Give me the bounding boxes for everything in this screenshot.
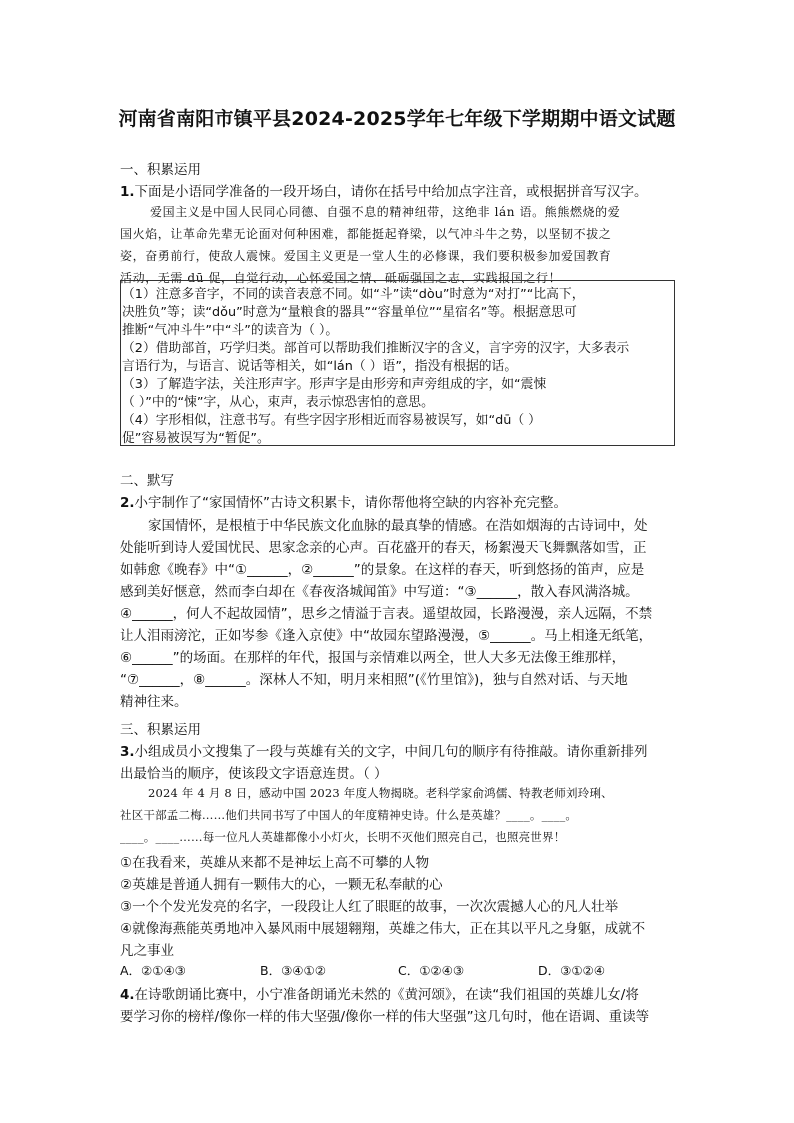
question-text: 在诗歌朗诵比赛中，小宁准备朗诵光未然的《黄河颂》，在读“我们祖国的英雄儿女/将 bbox=[134, 987, 639, 1003]
passage-line: 活动，无需 dū 促，自觉行动，心怀爱国之情、砥砺强国之志、实践报国之行！ bbox=[120, 271, 562, 285]
body-line: ④______，何人不起故园情”，思乡之情溢于言表。遥望故园，长路漫漫，亲人远隔，不禁 bbox=[120, 606, 653, 622]
option-line: ②英雄是普通人拥有一颗伟大的心，一颗无私奉献的心 bbox=[120, 877, 443, 893]
passage-line: 姿，奋勇前行，使敌人震悚。爱国主义更是一堂人生的必修课，我们要积极参加爱国教育 bbox=[120, 249, 612, 263]
question-3-stem-cont: 出最恰当的顺序，使该段文字语意连贯。（ ） bbox=[120, 766, 388, 782]
question-text: 下面是小语同学准备的一段开场白，请你在括号中给加点字注音，或根据拼音写汉字。 bbox=[134, 184, 648, 200]
section-heading-3: 三、积累运用 bbox=[120, 722, 201, 738]
question-3-stem bbox=[120, 740, 648, 760]
question-1-stem bbox=[120, 180, 648, 200]
hint-line: 决胜负”等；读“dǒu”时意为“量粮食的器具”“容量单位”“星宿名”等。根据意思可 bbox=[122, 305, 577, 320]
option-line: ③一个个发光发亮的名字，一段段让人红了眼眶的故事，一次次震撼人心的凡人壮举 bbox=[120, 899, 619, 915]
body-line: 如韩愈《晚春》中“①______，②______”的景象。在这样的春天，听到悠扬的笛声，应是 bbox=[120, 562, 645, 578]
body-line: 让人泪雨滂沱，正如岑参《逢入京使》中“故园东望路漫漫，⑤______。马上相逢无纸笔， bbox=[120, 628, 653, 644]
question-number: 4. bbox=[120, 987, 135, 1003]
hint-line: （1）注意多音字，不同的读音表意不同。如“斗”读“dòu”时意为“对打”“比高下， bbox=[122, 287, 585, 302]
option-line: ①在我看来，英雄从来都不是神坛上高不可攀的人物 bbox=[120, 855, 430, 871]
section-heading-2: 二、默写 bbox=[120, 473, 174, 489]
hint-line: 推断“气冲斗牛”中“斗”的读音为（ ）。 bbox=[122, 323, 339, 338]
question-text: 小宇制作了“家国情怀”古诗文积累卡，请你帮他将空缺的内容补充完整。 bbox=[134, 495, 568, 511]
question-number: 2. bbox=[120, 495, 135, 511]
section-heading-1: 一、积累运用 bbox=[120, 162, 201, 178]
question-number: 3. bbox=[120, 744, 135, 760]
option-line: 凡之事业 bbox=[120, 943, 174, 959]
body-line: 处能听到诗人爱国忧民、思家念亲的心声。百花盛开的春天，杨絮漫天飞舞飘落如雪，正 bbox=[120, 540, 647, 556]
choice-c: C．①②④③ bbox=[398, 963, 465, 978]
question-2-stem bbox=[120, 491, 567, 511]
hint-line: （3）了解造字法，关注形声字。形声字是由形旁和声旁组成的字，如“震悚 bbox=[122, 377, 547, 392]
hint-line: 促”容易被误写为“暂促”。 bbox=[122, 431, 270, 446]
question-4-stem-cont: 要学习你的榜样/像你一样的伟大坚强/像你一样的伟大坚强”这几句时，他在语调、重读等 bbox=[120, 1009, 650, 1025]
passage-line: 爱国主义是中国人民同心同德、自强不息的精神纽带，这绝非 lán 语。熊熊燃烧的爱 bbox=[150, 205, 621, 219]
passage-line: 2024 年 4 月 8 日，感动中国 2023 年度人物揭晓。老科学家俞鸿儒、特教老师刘玲琍、 bbox=[148, 786, 613, 800]
hint-line: （ ）”中的“悚”字，从心，束声，表示惊恐害怕的意思。 bbox=[122, 395, 434, 410]
question-number: 1. bbox=[120, 184, 135, 200]
body-line: ⑥______”的场面。在那样的年代，报国与亲情难以两全，世人大多无法像王维那样， bbox=[120, 650, 626, 666]
passage-line: 国火焰，让革命先辈无论面对何种困难，都能挺起脊梁，以气冲斗牛之势，以坚韧不拔之 bbox=[120, 227, 612, 241]
choice-a: A．②①④③ bbox=[120, 963, 186, 978]
hint-line: （2）借助部首，巧学归类。部首可以帮助我们推断汉字的含义，言字旁的汉字，大多表示 bbox=[122, 341, 630, 356]
option-line: ④就像海燕能英勇地冲入暴风雨中展翅翱翔，英雄之伟大，正在其以平凡之身躯，成就不 bbox=[120, 921, 646, 937]
question-text: 小组成员小文搜集了一段与英雄有关的文字，中间几句的顺序有待推敲。请你重新排列 bbox=[134, 744, 648, 760]
body-line: 家国情怀，是根植于中华民族文化血脉的最真挚的情感。在浩如烟海的古诗词中，处 bbox=[148, 518, 648, 534]
passage-line: ____。____……每一位凡人英雄都像小小灯火，长明不灭他们照亮自己，也照亮世界！ bbox=[120, 830, 566, 844]
body-line: 感到美好惬意，然而李白却在《春夜洛城闻笛》中写道：“③______，散入春风满洛城。 bbox=[120, 584, 639, 600]
question-4-stem bbox=[120, 983, 639, 1003]
page-title: 河南省南阳市镇平县2024-2025学年七年级下学期期中语文试题 bbox=[118, 108, 676, 130]
passage-line: 社区干部孟二梅……他们共同书写了中国人的年度精神史诗。什么是英雄？____。____。 bbox=[120, 808, 578, 822]
body-line: “⑦______，⑧______。深林人不知，明月来相照”(《竹里馆》)，独与自然对话、与天地 bbox=[120, 672, 628, 688]
choice-b: B．③④①② bbox=[260, 963, 326, 978]
body-line: 精神往来。 bbox=[120, 694, 188, 710]
hint-line: （4）字形相似，注意书写。有些字因字形相近而容易被误写，如“dū（ ） bbox=[122, 413, 541, 428]
hint-line: 言语行为，与语言、说话等相关，如“lán（ ）语”，指没有根据的话。 bbox=[122, 359, 518, 374]
choice-d: D．③①②④ bbox=[538, 963, 605, 978]
